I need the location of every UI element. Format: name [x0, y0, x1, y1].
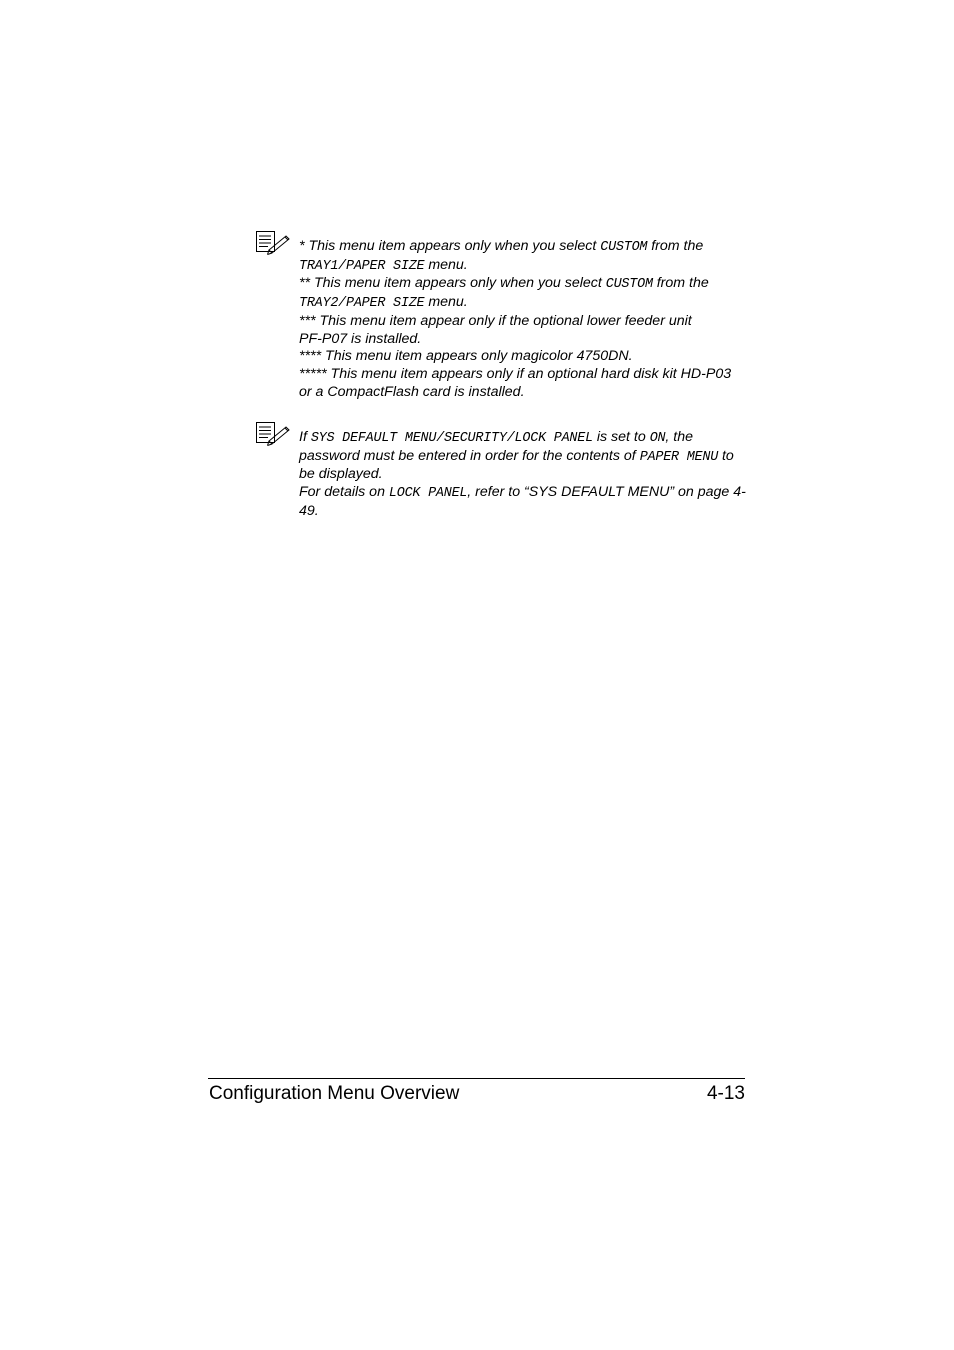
note-line: or a CompactFlash card is installed. [299, 383, 525, 400]
footer-page-number: 4-13 [706, 1083, 745, 1104]
note-paragraph: For details on LOCK PANEL, refer to “SYS DEFAULT MENU” on page 4-49. [299, 484, 746, 519]
note-line: **** This menu item appears only magicolor 4750DN. [299, 348, 633, 365]
note-line: * This menu item appears only when you select CUSTOM from the [299, 238, 704, 255]
note-line: TRAY2/PAPER SIZE menu. [299, 294, 468, 312]
note-paragraph: If SYS DEFAULT MENU/SECURITY/LOCK PANEL is set to ON, the password must be entered in order for the contents of PAPER MENU to be displayed. [299, 429, 734, 483]
footer-divider [208, 1078, 745, 1079]
note-line: *** This menu item appear only if the optional lower feeder unit [299, 312, 692, 329]
footer-section-title: Configuration Menu Overview [209, 1083, 460, 1104]
note-text [299, 238, 751, 401]
note-line: ** This menu item appears only when you select CUSTOM from the [299, 275, 709, 293]
note-pencil-icon [255, 421, 291, 447]
note-pencil-icon [255, 230, 291, 256]
note-line: ***** This menu item appears only if an optional hard disk kit HD-P03 [299, 365, 732, 382]
note-line: PF-P07 is installed. [299, 330, 422, 347]
note-line: TRAY1/PAPER SIZE menu. [299, 256, 468, 274]
note-text [299, 429, 751, 521]
